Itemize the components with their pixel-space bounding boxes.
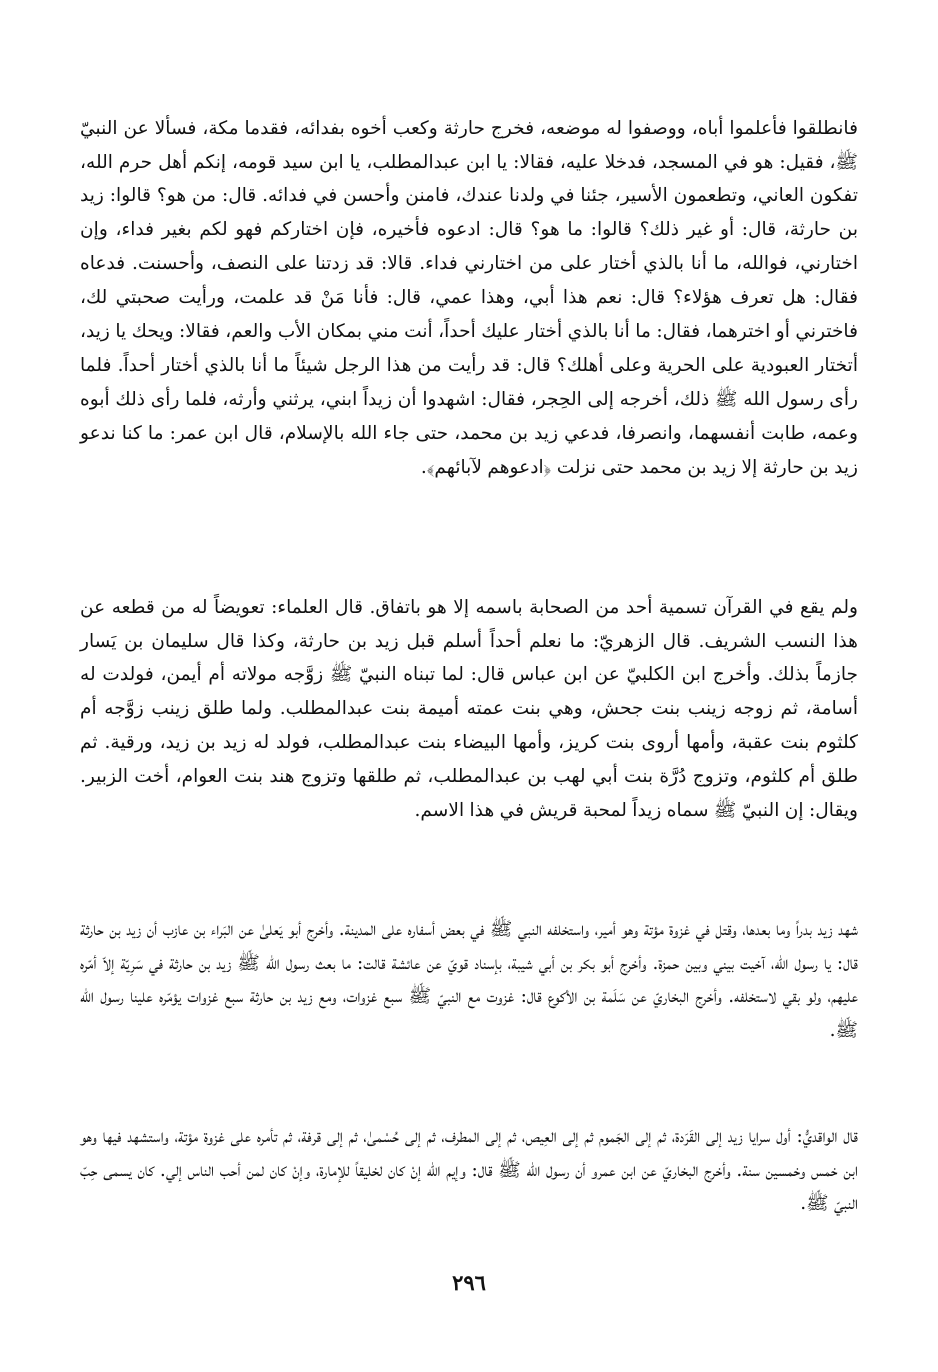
paragraph-3: شهد زيد بدراً وما بعدها، وقتل في غزوة مؤتة وهو أمير، واستخلفه النبي ﷺ في بعض أسفاره على المدينة. وأخرج أبو يَعلىٰ عن البَراء بن عازب أن زيد بن حارثة قال: يا رسول الله، آخيت بيني وبين حمزة. وأخرج أبو بكر بن أبي شيبة، بإسناد قويّ عن عائشة قالت: ما بعث رسول الله ﷺ زيد بن حارثة في سَرِيّة إلاّ أمّره عليهم، ولو بقي لاستخلفه. وأخرج البخاريّ عن سَلَمة بن الأكوع قال: غزوت مع النبيّ ﷺ سبع غزوات، ومع زيد بن حارثة سبع غزوات يؤمّره علينا رسول الله ﷺ. — [80, 918, 858, 1042]
paragraph-2: ولم يقع في القرآن تسمية أحد من الصحابة باسمه إلا هو باتفاق. قال العلماء: تعويضاً له من قطعه عن هذا النسب الشريف. قال الزهريّ: ما نعلم أحداً أسلم قبل زيد بن حارثة، وكذا قال سليمان بن يَسار جازماً بذلك. وأخرج ابن الكلبيّ عن ابن عباس قال: لما تبناه النبيّ ﷺ زوَّجه مولاته أم أيمن، فولدت له أسامة، ثم زوجه زينب بنت جحش، وهي بنت عمته أميمة بنت عبدالمطلب. ولما طلق زينب زوَّجه أم كلثوم بنت عقبة، وأمها أروى بنت كريز، وأمها البيضاء بنت عبدالمطلب، فولد له زيد بن زيد، ورقية. ثم طلق أم كلثوم، وتزوج دُرَّة بنت أبي لهب بن عبدالمطلب، ثم طلقها وتزوج هند بنت العوام، أخت الزبير. ويقال: إن النبيّ ﷺ سماه زيداً لمحبة قريش في هذا الاسم. — [80, 596, 858, 822]
paragraph-1: فانطلقوا فأعلموا أباه، ووصفوا له موضعه، فخرج حارثة وكعب أخوه بفدائه، فقدما مكة، فسألا عن النبيّ ﷺ، فقيل: هو في المسجد، فدخلا عليه، فقالا: يا ابن عبدالمطلب، يا ابن سيد قومه، إنكم أهل حرم الله، تفكون العاني، وتطعمون الأسير، جئنا في ولدنا عندك، فامنن وأحسن في فدائه. قال: من هو؟ قالوا: زيد بن حارثة، قال: أو غير ذلك؟ قالوا: ما هو؟ قال: ادعوه فأخيره، فإن اختاركم فهو لكم بغير فداء، وإن اختارني، فوالله، ما أنا بالذي أختار على من اختارني فداء. قالا: قد زدتنا على النصف، وأحسنت. فدعاه فقال: هل تعرف هؤلاء؟ قال: نعم هذا أبي، وهذا عمي، قال: فأنا مَنْ قد علمت، ورأيت صحبتي لك، فاخترني أو اخترهما، فقال: ما أنا بالذي أختار عليك أحداً، أنت مني بمكان الأب والعم، فقالا: ويحك يا زيد، أتختار العبودية على الحرية وعلى أهلك؟ قال: قد رأيت من هذا الرجل شيئاً ما أنا بالذي أختار أحداً. فلما رأى رسول الله ﷺ ذلك، أخرجه إلى الحِجر، فقال: اشهدوا أن زيداً ابني، يرثني وأرثه، فلما رأى ذلك أبوه وعمه، طابت أنفسهما، وانصرفا، فدعي زيد بن محمد، حتى جاء الله بالإسلام، قال ابن عمر: ما كنا ندعو زيد بن حارثة إلا زيد بن محمد حتى نزلت ﴿ادعوهم لآبائهم﴾. — [80, 117, 858, 478]
page-number: ٢٩٦ — [452, 1270, 486, 1295]
paragraph-4: قال الواقديُّ: أول سرايا زيد إلى القَرَدة، ثم إلى الجَموم ثم إلى العِيص، ثم إلى المطرف، ثم إلى حُسْمىٰ، ثم إلى قرفة، ثم تأمره على غزوة مؤتة، واستشهد فيها وهو ابن خمس وخمسين سنة. وأخرج البخاريّ عن ابن عمرو أن رسول الله ﷺ قال: وإيم الله إنْ كان لخليقاً للإمارة، وإنْ كان لمن أحب الناس إلي. كان يسمى حِبّ النبيّ ﷺ. — [80, 1125, 859, 1215]
